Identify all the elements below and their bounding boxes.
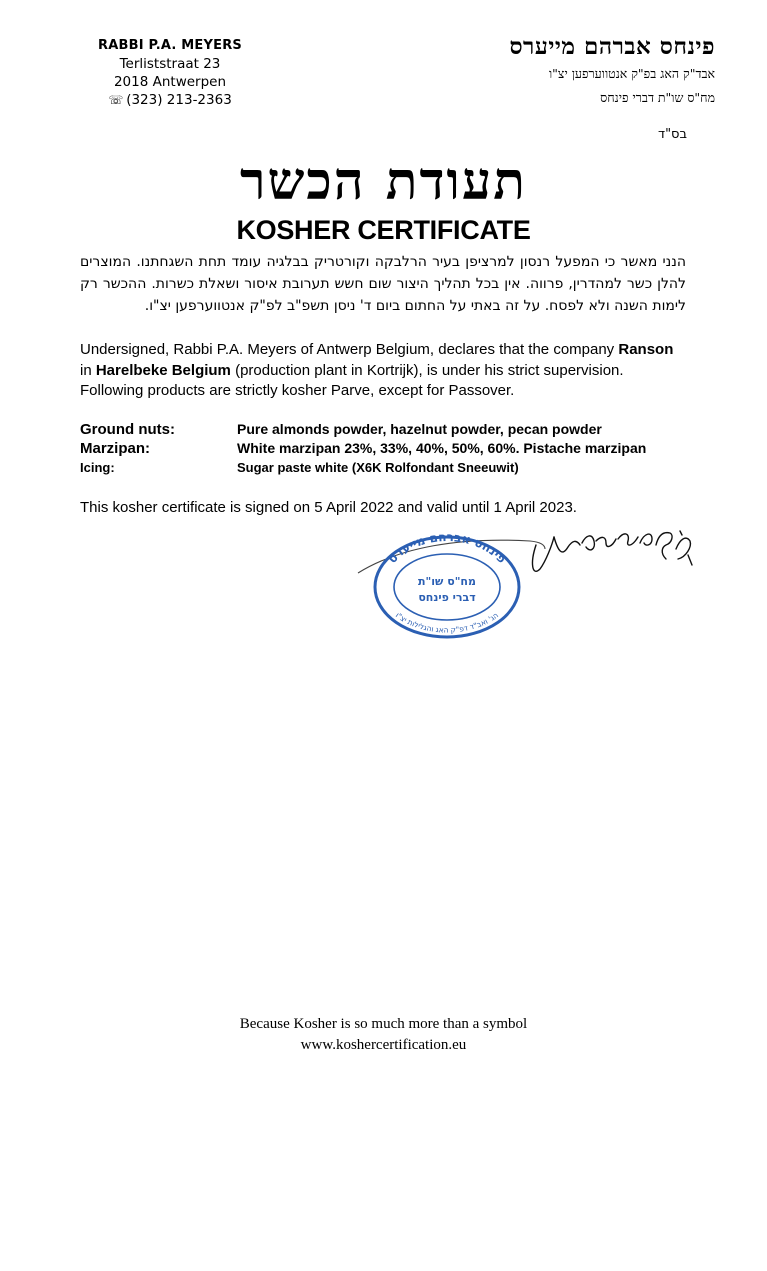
certificate-body-en bbox=[80, 340, 686, 402]
stamp-graphic bbox=[340, 525, 700, 645]
street-address: Terliststraat 23 bbox=[119, 56, 221, 72]
footer-website: www.koshercertification.eu bbox=[300, 1037, 467, 1053]
header-address-en bbox=[80, 37, 260, 109]
body-text-3: (production plant in Kortrijk), is under his strict supervision. Following products are strictly kosher Parve, except for Passover. bbox=[80, 361, 624, 399]
phone-icon: ☏ bbox=[108, 93, 124, 107]
company-name: Ranson bbox=[618, 341, 674, 358]
bsd-mark: בס"ד bbox=[657, 127, 687, 142]
header-address-he bbox=[415, 32, 715, 110]
phone-number: (323) 213-2363 bbox=[126, 92, 232, 108]
city-address: 2018 Antwerpen bbox=[113, 74, 227, 90]
certificate-title-en: KOSHER CERTIFICATE bbox=[236, 215, 531, 245]
signature-stamp-area bbox=[340, 525, 700, 645]
body-text-1: Undersigned, Rabbi P.A. Meyers of Antwerp Belgium, declares that the company bbox=[80, 341, 619, 358]
rabbi-author-he: מח"ס שו"ת דברי פינחס bbox=[600, 90, 715, 105]
product-row bbox=[80, 458, 700, 477]
product-list bbox=[80, 420, 700, 477]
product-row bbox=[80, 420, 700, 439]
rabbi-name: RABBI P.A. MEYERS bbox=[98, 38, 242, 53]
product-value: Sugar paste white (X6K Rolfondant Sneeuwit) bbox=[237, 460, 519, 475]
stamp-bottom-text: הג' ואב"ד דפ"ק האג והגלילות יצ"ו bbox=[393, 610, 501, 635]
footer-slogan: Because Kosher is so much more than a symbol bbox=[239, 1016, 528, 1032]
certificate-body-he: הנני מאשר כי המפעל רנסון למרציפן בעיר הרלבקה וקורטריק בבלגיה עומד תחת השגחתנו. המוצרים להלן כשר למהדרין, פרווה. אין בכל תהליך היצור שום חשש תערובת איסור ושאלת כשרות. ההכשר רק לימות השנה ולא לפסח. על זה באתי על החתום ביום ד' ניסן תשפ"ב לפ"ק אנטווערפען יצ"ו. bbox=[80, 254, 686, 314]
stamp-line-1: מח"ס שו"ת bbox=[418, 575, 476, 588]
body-text-2: in bbox=[80, 361, 96, 379]
validity-statement: This kosher certificate is signed on 5 April 2022 and valid until 1 April 2023. bbox=[80, 499, 577, 516]
handwritten-signature bbox=[533, 531, 692, 571]
stamp-ring-text: פינחס אברהם מייערס bbox=[385, 529, 509, 567]
certificate-title-he: תעודת הכשר bbox=[240, 151, 527, 212]
product-row bbox=[80, 439, 700, 458]
rabbi-title-he: אבד"ק האג בפ"ק אנטווערפען יצ"ו bbox=[548, 66, 715, 81]
footer bbox=[0, 1014, 767, 1056]
phone-line bbox=[80, 91, 260, 109]
oval-stamp bbox=[375, 530, 519, 637]
product-label: Ground nuts: bbox=[80, 421, 175, 438]
stamp-line-2: דברי פינחס bbox=[418, 591, 476, 604]
product-value: Pure almonds powder, hazelnut powder, pecan powder bbox=[237, 421, 602, 437]
product-label: Marzipan: bbox=[80, 440, 151, 457]
product-label: Icing: bbox=[80, 460, 115, 475]
product-value: White marzipan 23%, 33%, 40%, 50%, 60%. Pistache marzipan bbox=[237, 440, 647, 456]
rabbi-name-he: פינחס אברהם מייערס bbox=[509, 33, 715, 60]
company-location: Harelbeke Belgium bbox=[95, 361, 231, 379]
